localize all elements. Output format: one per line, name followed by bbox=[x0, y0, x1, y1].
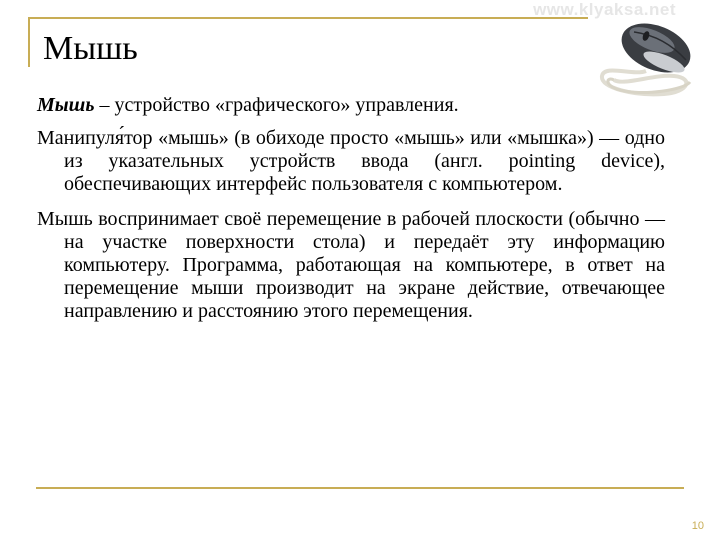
term-mouse: Мышь bbox=[37, 94, 95, 116]
frame-left-line bbox=[28, 17, 30, 67]
definition-text: устройство «графического» управления. bbox=[114, 94, 459, 116]
term-dash: – bbox=[94, 94, 115, 116]
frame-bottom-line bbox=[36, 487, 684, 489]
frame-top-line bbox=[28, 17, 588, 19]
content-area bbox=[37, 94, 665, 335]
paragraph-perception: Мышь воспринимает своё перемещение в рабочей плоскости (обычно — на участке поверхности стола) и передаёт эту информацию компьютеру. Программа, работающая на компьютере, в ответ на перемещение мыши производит на экране действие, отвечающее направлению и расстоянию этого перемещения. bbox=[37, 208, 665, 322]
page-number: 10 bbox=[691, 520, 704, 532]
paragraph-manipulator: Манипуля́тор «мышь» (в обиходе просто «мышь» или «мышка») — одно из указательных устройств ввода (англ. pointing device), обеспечивающих интерфейс пользователя с компьютером. bbox=[37, 127, 665, 195]
paragraph-definition bbox=[37, 94, 665, 117]
slide-title: Мышь bbox=[43, 30, 138, 67]
watermark: www.klyaksa.net bbox=[533, 0, 676, 19]
